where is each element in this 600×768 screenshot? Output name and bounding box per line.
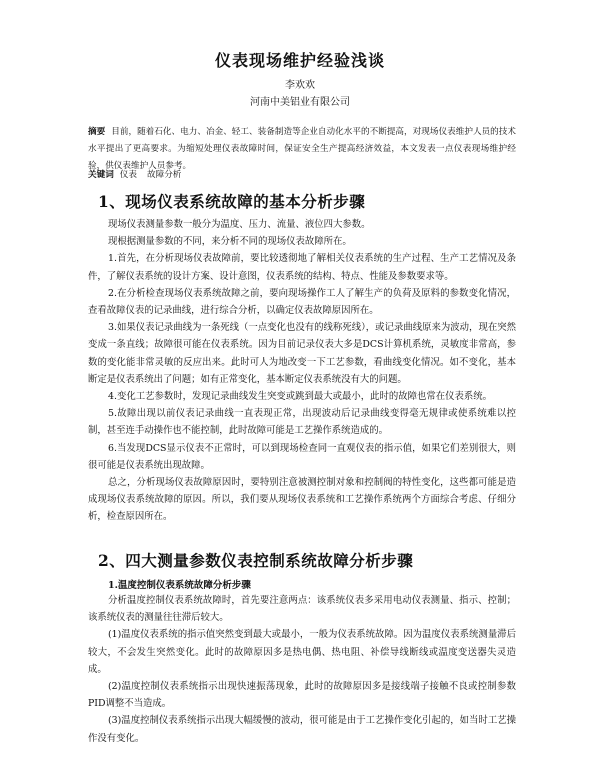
section-1-body <box>88 216 516 526</box>
paragraph: 5.故障出现以前仪表记录曲线一直表现正常，出现波动后记录曲线变得毫无规律或使系统难以控制，甚至连手动操作也不能控制，此时故障可能是工艺操作系统造成的。 <box>88 408 516 437</box>
section-2-body <box>88 592 516 747</box>
paragraph: (3)温度控制仪表系统指示出现大幅缓慢的波动，很可能是由于工艺操作变化引起的，如当时工艺操作没有变化。 <box>88 715 516 744</box>
section-2-subheading: 1.温度控制仪表系统故障分析步骤 <box>108 580 251 591</box>
paragraph: 现场仪表测量参数一般分为温度、压力、流量、液位四大参数。 <box>108 219 371 230</box>
keyword: 仪表 <box>119 170 137 180</box>
section-2-heading: 2、四大测量参数仪表控制系统故障分析步骤 <box>98 551 414 570</box>
paragraph: 现根据测量参数的不同，来分析不同的现场仪表故障所在。 <box>108 236 352 248</box>
abstract-text: 目前，随着石化、电力、冶金、轻工、装备制造等企业自动化水平的不断提高，对现场仪表维护人员的技术水平提出了更高要求。为缩短处理仪表故障时间，保证安全生产提高经济效益，本文发表一点仪表现场维护经验，供仪表维护人员参考。 <box>88 127 516 171</box>
paragraph: 1.首先，在分析现场仪表故障前，要比较透彻地了解相关仪表系统的生产过程、生产工艺情况及条件，了解仪表系统的设计方案、设计意图，仪表系统的结构、特点、性能及参数要求等。 <box>88 253 516 282</box>
paper-title: 仪表现场维护经验浅谈 <box>214 51 385 70</box>
keywords-label: 关键词 <box>88 170 114 180</box>
paragraph: 6.当发现DCS显示仪表不正常时，可以到现场检查同一直观仪表的指示值，如果它们差别很大，则很可能是仪表系统出现故障。 <box>88 442 516 471</box>
author-name: 李欢欢 <box>285 80 315 91</box>
paragraph: 3.如果仪表记录曲线为一条死线（一点变化也没有的线称死线），或记录曲线原来为波动，现在突然变成一条直线；故障很可能在仪表系统。因为目前记录仪表大多是DCS计算机系统，灵敏度非常高，参数的变化能非常灵敏的反应出来。此时可人为地改变一下工艺参数，看曲线变化情况。如不变化，基本断定是仪表系统出了问题；如有正常变化，基本断定仪表系统没有大的问题。 <box>88 322 516 385</box>
paragraph: 分析温度控制仪表系统故障时，首先要注意两点：该系统仪表多采用电动仪表测量、指示、控制；该系统仪表的测量往往滞后较大。 <box>88 595 516 624</box>
author-organization: 河南中美铝业有限公司 <box>250 97 350 108</box>
keywords <box>88 168 516 180</box>
keyword: 故障分析 <box>147 170 182 180</box>
paragraph: (1)温度仪表系统的指示值突然变到最大或最小，一般为仪表系统故障。因为温度仪表系统测量滞后较大，不会发生突然变化。此时的故障原因多是热电偶、热电阻、补偿导线断线或温度变送器失灵造成。 <box>88 629 516 675</box>
paragraph: (2)温度控制仪表系统指示出现快速振荡现象，此时的故障原因多是接线端子接触不良或控制参数PID调整不当造成。 <box>88 681 516 710</box>
abstract-label: 摘要 <box>88 127 106 137</box>
section-1-heading: 1、现场仪表系统故障的基本分析步骤 <box>98 192 366 211</box>
paragraph: 2.在分析检查现场仪表系统故障之前，要向现场操作工人了解生产的负荷及原料的参数变化情况，查看故障仪表的记录曲线，进行综合分析，以确定仪表故障原因所在。 <box>88 287 516 317</box>
paragraph: 4.变化工艺参数时，发现记录曲线发生突变或跳到最大或最小，此时的故障也常在仪表系统。 <box>108 391 492 403</box>
paragraph: 总之，分析现场仪表故障原因时，要特别注意被测控制对象和控制阀的特性变化，这些都可能是造成现场仪表系统故障的原因。所以，我们要从现场仪表系统和工艺操作系统两个方面综合考虑、仔细分析，检查原因所在。 <box>88 477 516 523</box>
